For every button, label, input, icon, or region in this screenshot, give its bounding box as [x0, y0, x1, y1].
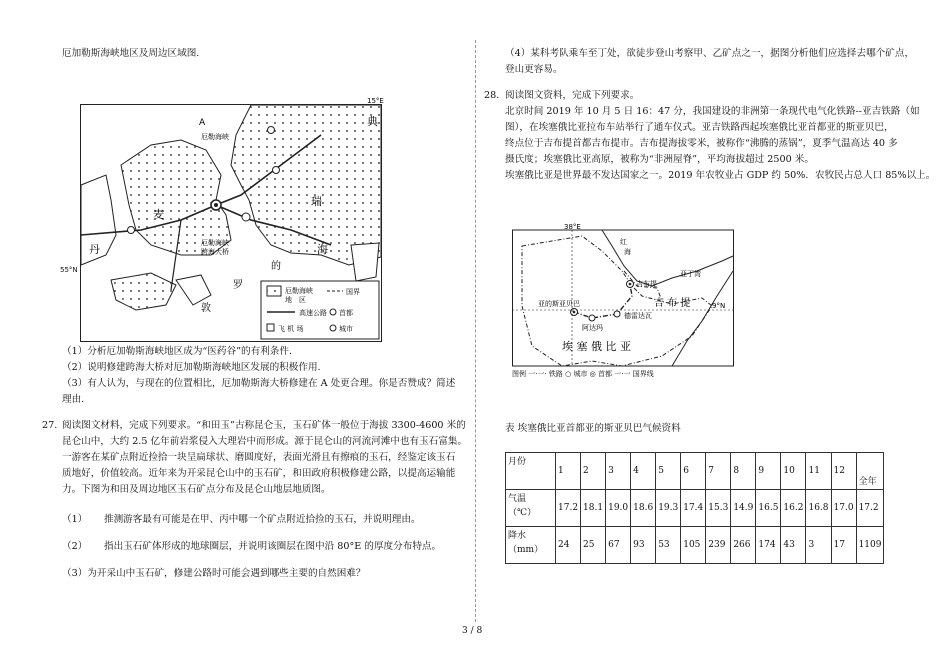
- capital-dot: [214, 203, 218, 207]
- sea-char: 海: [317, 243, 328, 256]
- column-divider: [475, 40, 476, 622]
- temp-m3: 19.0: [606, 490, 631, 527]
- q27-line-2: 昆仑山中，大约 2.5 亿年前岩浆侵入大理岩中而形成。源于昆仑山的河流河滩中也有玉石富集。: [62, 436, 468, 447]
- rain-m9: 174: [756, 527, 781, 564]
- month-5: 5: [656, 453, 681, 490]
- zealand-land: [121, 140, 231, 255]
- temp-m5: 19.3: [656, 490, 681, 527]
- sweden-char-1: 典: [367, 115, 378, 128]
- rain-m5: 53: [656, 527, 681, 564]
- djibouti-city-label: 吉布提: [636, 280, 657, 288]
- city-malmo: [242, 213, 250, 221]
- lon-15e: 15°E: [367, 97, 384, 105]
- q27-sub2-num: （2）: [62, 541, 88, 552]
- climate-table: [505, 452, 884, 564]
- temp-label-1: 气温: [508, 494, 527, 504]
- temp-annual: 17.2: [856, 490, 884, 527]
- city-lund: [273, 167, 280, 174]
- q28-line-4: 摄氏度；埃塞俄比亚高原，被称为“非洲屋脊”，平均海拔超过 2500 米。: [505, 154, 814, 165]
- legend-region-2: 地 区: [285, 296, 306, 304]
- temp-m6: 17.4: [681, 490, 706, 527]
- map-caption: 厄加勒斯海峡地区及周边区域图.: [62, 48, 200, 59]
- red-sea-char-1: 红: [620, 238, 627, 246]
- denmark-char-2: 丹: [89, 243, 100, 256]
- legend-region-1: 厄勒海峡: [285, 287, 313, 295]
- city-north: [268, 127, 275, 134]
- city-west: [128, 227, 135, 234]
- q28-line-3: 终点位于吉布提首都吉布提市。吉布提海拔零米，被称作“沸腾的蒸锅”，夏季气温高达 40 多: [505, 138, 898, 149]
- rain-m2: 25: [581, 527, 606, 564]
- legend-border: 国界: [346, 288, 360, 296]
- lat-9n: 9°N: [712, 302, 726, 310]
- q27-4-line-2: 登山更容易。: [505, 64, 563, 75]
- q28-line-2: 图），在埃塞俄比亚拉布车站举行了通车仪式。亚吉铁路西起埃塞俄比亚首都亚的斯亚贝巴，: [505, 122, 894, 133]
- q27-number: 27.: [42, 420, 58, 431]
- q26-3-cont: 理由.: [62, 394, 85, 405]
- ethiopia-map-svg: [512, 223, 734, 378]
- rain-m1: 24: [556, 527, 581, 564]
- legend-capital-symbol: [330, 309, 336, 315]
- climate-temp-row: [506, 490, 884, 527]
- annual-label: 全年: [856, 453, 884, 490]
- month-3: 3: [606, 453, 631, 490]
- capital-addis-dot: [573, 311, 576, 314]
- rain-m8: 266: [731, 527, 756, 564]
- month-7: 7: [706, 453, 731, 490]
- q26-2: （2）说明修建跨海大桥对厄加勒斯海峡地区发展的积极作用.: [62, 362, 321, 373]
- rain-m4: 93: [631, 527, 656, 564]
- lon-38e: 38°E: [564, 223, 581, 231]
- rain-m3: 67: [606, 527, 631, 564]
- label-a: A: [199, 118, 206, 128]
- q26-1: （1）分析厄加勒斯海峡地区成为“医药谷”的有利条件.: [62, 346, 293, 357]
- gulf-aden: 亚丁湾: [680, 270, 701, 278]
- month-4: 4: [631, 453, 656, 490]
- q27-line-3: 一游客在某矿点附近捡拾一块呈扁球状、磨圆度好，表面光滑且有擦痕的玉石，经鉴定该玉石: [62, 452, 456, 463]
- q28-title: 阅读图文资料，完成下列要求。: [505, 90, 640, 101]
- temp-m7: 15.3: [706, 490, 731, 527]
- bornholm: [351, 243, 379, 281]
- rain-m11: 3: [806, 527, 831, 564]
- africa-legend: 图例 一·一· 铁路 ○ 城市 ◎ 首都 一·一 国界线: [512, 370, 654, 378]
- rain-label-1: 降水: [508, 531, 527, 541]
- q28-line-1: 北京时间 2019 年 10 月 5 日 16：47 分，我国建设的非洲第一条现代电气化铁路--亚吉铁路（如: [505, 106, 920, 117]
- legend-highway: 高速公路: [299, 309, 327, 317]
- baltic-char-1: 的: [271, 261, 281, 272]
- ethiopia-map: [512, 223, 734, 378]
- rain-m12: 17: [831, 527, 856, 564]
- sweden-char-2: 瑞: [311, 195, 322, 208]
- temp-m12: 17.0: [831, 490, 856, 527]
- q27-sub2-text: 指出玉石矿体形成的地球圈层，并说明该圈层在图中沿 80°E 的厚度分布特点。: [104, 541, 442, 552]
- month-8: 8: [731, 453, 756, 490]
- q28-number: 28.: [484, 90, 500, 101]
- rain-label-2: （mm）: [508, 545, 544, 555]
- strait-label: 厄勒海峡: [201, 133, 229, 141]
- lat-55n: 55°N: [60, 266, 78, 274]
- temp-label-2: （℃）: [508, 508, 537, 518]
- red-sea-char-2: 海: [624, 248, 631, 256]
- legend-airport-symbol: [267, 324, 274, 331]
- month-2: 2: [581, 453, 606, 490]
- temp-label: [506, 490, 556, 527]
- baltic-char-3: 敦: [201, 303, 211, 314]
- q27-sub1-num: （1）: [62, 514, 88, 525]
- oresund-map-svg: [81, 97, 384, 341]
- rain-label: [506, 527, 556, 564]
- rain-m10: 43: [781, 527, 806, 564]
- month-6: 6: [681, 453, 706, 490]
- addis-label: 亚的斯亚贝巴: [538, 300, 580, 308]
- temp-m1: 17.2: [556, 490, 581, 527]
- month-11: 11: [806, 453, 831, 490]
- legend-region-swatch: [267, 286, 281, 296]
- q27-line-5: 力。下图为和田及周边地区玉石矿点分布及昆仑山地层地质图。: [62, 484, 331, 495]
- month-12: 12: [831, 453, 856, 490]
- rain-m7: 239: [706, 527, 731, 564]
- legend-airport: 飞 机 场: [278, 325, 304, 333]
- djibouti-country-label: 吉 布 提: [654, 298, 691, 309]
- capital-djibouti-dot: [629, 283, 632, 286]
- rain-annual: 1109: [856, 527, 884, 564]
- climate-header-row: [506, 453, 884, 490]
- bridge-label-1: 厄勒海峡: [201, 239, 229, 247]
- q28-line-5: 埃塞俄比亚是世界最不发达国家之一。2019 年农牧业占 GDP 约 50%．农牧民占总人口 85%以上。: [505, 170, 936, 181]
- temp-m2: 18.1: [581, 490, 606, 527]
- month-1: 1: [556, 453, 581, 490]
- month-10: 10: [781, 453, 806, 490]
- q27-sub1-text: 推测游客最有可能是在甲、丙中哪一个矿点附近拾捡的玉石，并说明理由。: [104, 514, 421, 525]
- legend-city-symbol: [330, 325, 336, 331]
- ethiopia-label: 埃 塞 俄 比 亚: [562, 340, 631, 353]
- temp-m4: 18.6: [631, 490, 656, 527]
- oresund-map: [80, 97, 384, 342]
- q26-3: （3）有人认为，与现在的位置相比，厄加勒斯海大桥修建在 A 处更合理。你是否赞成？简述: [62, 378, 456, 389]
- q27-4-line-1: （4）某科考队乘车至丁处，欲徒步登山考察甲、乙矿点之一，据图分析他们应选择去哪个矿点，: [505, 48, 915, 59]
- temp-m10: 16.2: [781, 490, 806, 527]
- month-9: 9: [756, 453, 781, 490]
- months-header-label: 月份: [506, 453, 556, 490]
- q27-line-1: 阅读图文材料，完成下列要求。“和田玉”古称昆仑玉，玉石矿体一般位于海拔 3300-4600 米的: [62, 420, 466, 431]
- dire-dawa-label: 德雷达瓦: [624, 312, 652, 320]
- rain-m6: 105: [681, 527, 706, 564]
- temp-m9: 16.5: [756, 490, 781, 527]
- denmark-char-1: 麦: [153, 208, 164, 221]
- city-adama: [589, 315, 595, 321]
- temp-m11: 16.8: [806, 490, 831, 527]
- temp-m8: 14.9: [731, 490, 756, 527]
- city-dire-dawa: [614, 311, 620, 317]
- q27-sub3: （3）为开采山中玉石矿，修建公路时可能会遇到哪些主要的自然困难？: [62, 568, 366, 579]
- adama-label: 阿达玛: [582, 324, 603, 332]
- bridge-label-2: 跨海大桥: [201, 248, 229, 256]
- south-island-1: [111, 273, 176, 310]
- climate-rain-row: [506, 527, 884, 564]
- baltic-char-2: 罗: [233, 280, 243, 291]
- page-number: 3 / 8: [462, 626, 483, 636]
- legend-capital: 首都: [339, 309, 353, 317]
- south-island-2: [176, 275, 211, 305]
- table-caption: 表 埃塞俄比亚首都亚的斯亚贝巴气候资料: [505, 423, 681, 434]
- legend-city: 城市: [339, 325, 353, 333]
- q27-line-4: 质地好，价值较高。近年来为开采昆仑山中的玉石矿，和田政府积极修建公路，以提高运输能: [62, 468, 456, 479]
